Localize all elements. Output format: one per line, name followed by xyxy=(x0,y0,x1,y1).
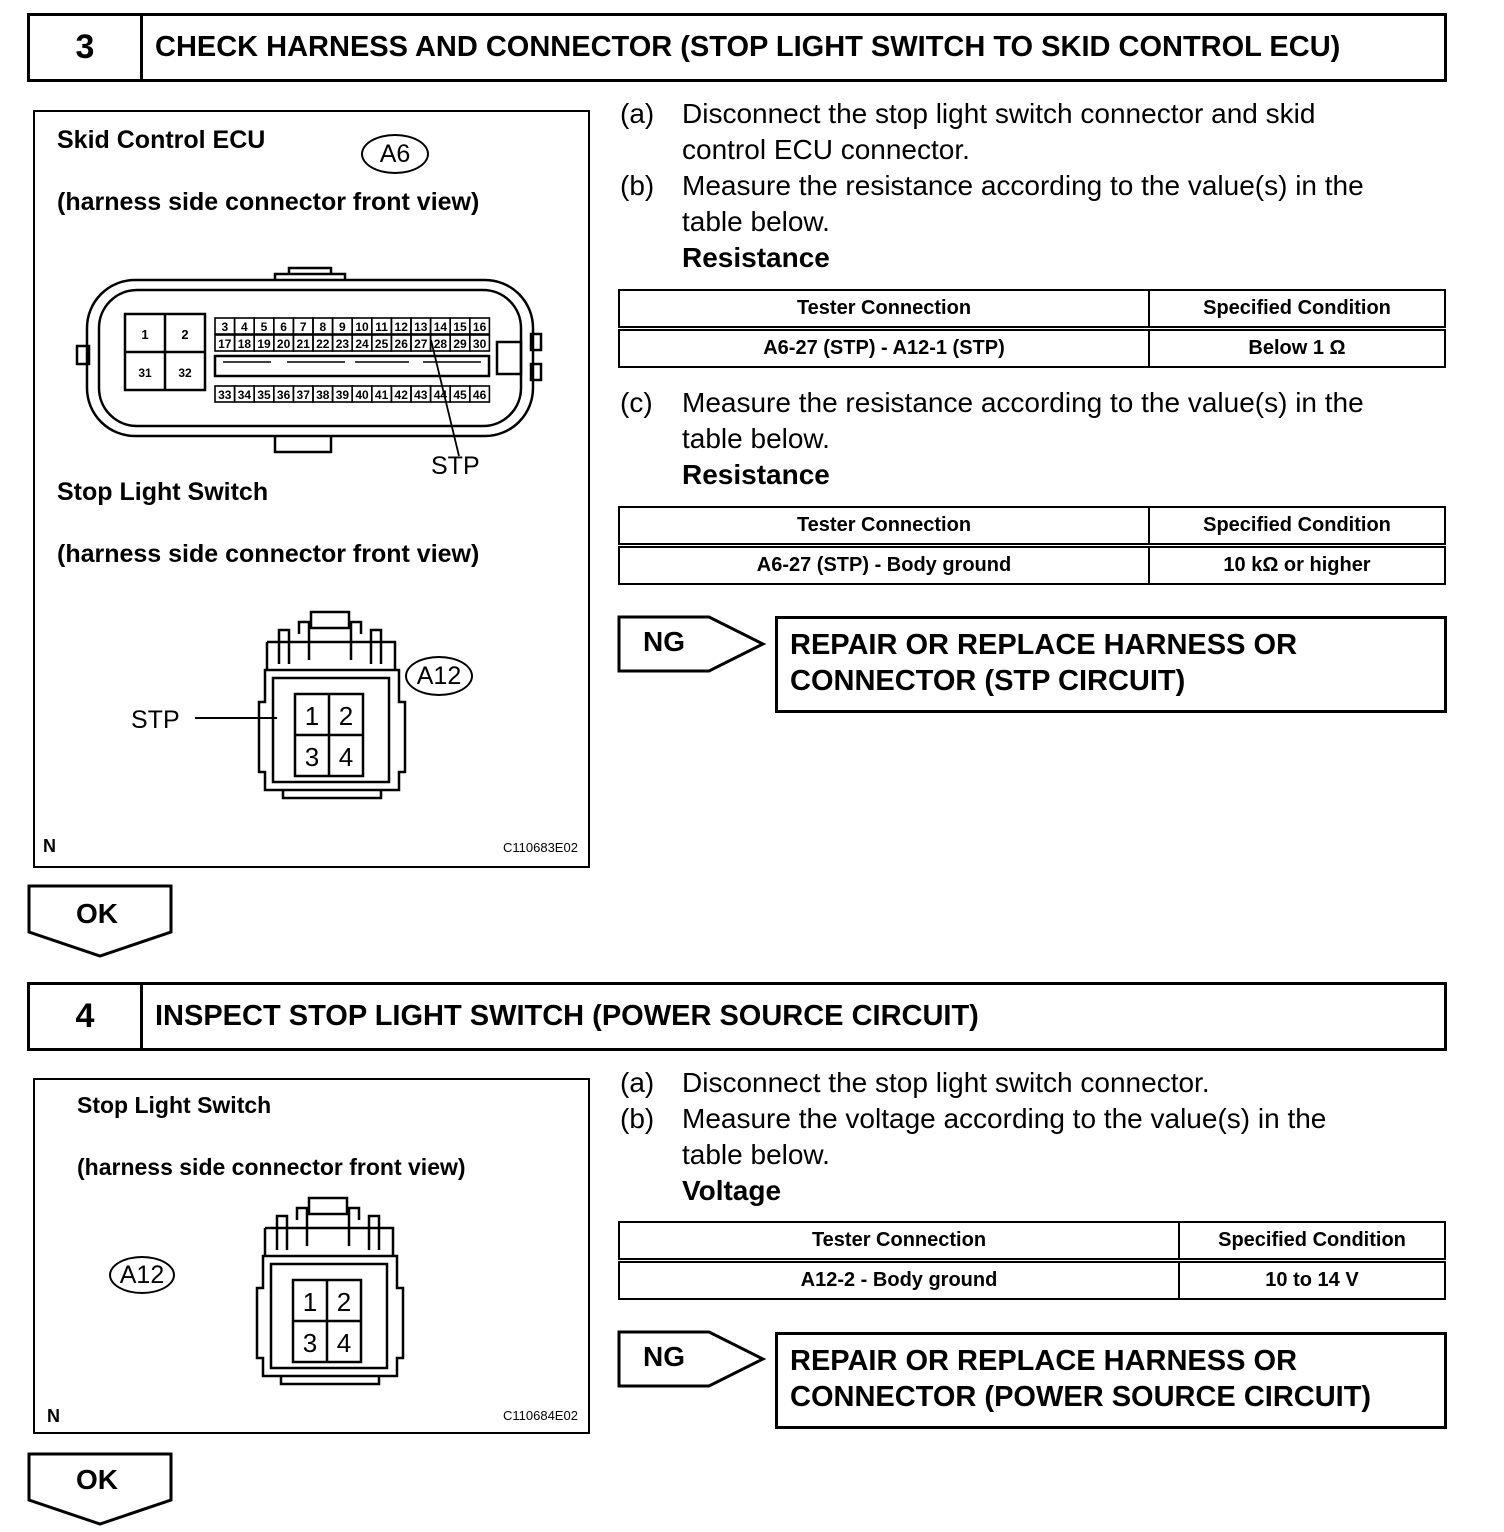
pin-number: 4 xyxy=(336,1328,352,1358)
table-cell: A12-2 - Body ground xyxy=(619,1261,1179,1300)
table-header: Tester Connection xyxy=(619,507,1149,546)
switch-view-label: (harness side connector front view) xyxy=(57,540,480,568)
ecu-stp-callout: STP xyxy=(431,452,480,480)
pin-number: 1 xyxy=(304,701,320,731)
figure-code: C110684E02 xyxy=(503,1408,578,1423)
ng-result-text: REPAIR OR REPLACE HARNESS OR xyxy=(790,629,1298,661)
pin-number: 4 xyxy=(241,320,248,334)
figure-corner-mark: N xyxy=(43,836,56,856)
pin-number: 29 xyxy=(453,337,467,351)
connector-code-a12: A12 xyxy=(109,1256,175,1294)
pin-number: 21 xyxy=(296,337,310,351)
pin-number: 41 xyxy=(374,388,389,402)
connector-code-a12: A12 xyxy=(405,656,473,696)
pin-number: 9 xyxy=(339,320,346,334)
instruction-heading: Resistance xyxy=(682,459,830,490)
switch-stp-callout: STP xyxy=(131,706,180,734)
step-title: INSPECT STOP LIGHT SWITCH (POWER SOURCE CIRCUIT) xyxy=(155,1000,979,1032)
pin-number: 45 xyxy=(453,388,467,402)
instruction-letter: (a) xyxy=(620,1067,655,1098)
instruction-heading: Voltage xyxy=(682,1175,782,1206)
instruction-text: Measure the resistance according to the value(s) in the xyxy=(682,170,1364,201)
ng-result-text: CONNECTOR (STP CIRCUIT) xyxy=(790,665,1186,697)
connector-code-a6: A6 xyxy=(361,134,429,174)
pin-number: 1 xyxy=(141,327,149,342)
ecu-label: Skid Control ECU xyxy=(57,126,266,154)
pin-number: 31 xyxy=(138,366,152,380)
resistance-table-1 xyxy=(618,289,1446,368)
table-cell: Below 1 Ω xyxy=(1149,329,1445,368)
ng-label: NG xyxy=(643,1341,685,1372)
resistance-table-2 xyxy=(618,506,1446,585)
step-title: CHECK HARNESS AND CONNECTOR (STOP LIGHT SWITCH TO SKID CONTROL ECU) xyxy=(155,31,1341,63)
pin-number: 3 xyxy=(304,742,320,772)
ng-result-text: CONNECTOR (POWER SOURCE CIRCUIT) xyxy=(790,1381,1372,1413)
pin-number: 27 xyxy=(414,337,428,351)
pin-number: 2 xyxy=(336,1287,352,1317)
pin-number: 10 xyxy=(355,320,369,334)
pin-number: 28 xyxy=(433,337,448,351)
pin-number: 25 xyxy=(374,337,389,351)
ng-result-box xyxy=(775,616,1447,713)
pin-number: 46 xyxy=(472,388,487,402)
instruction-text: control ECU connector. xyxy=(682,134,970,165)
pin-number: 2 xyxy=(181,327,189,342)
step-3-instructions-c xyxy=(620,385,1364,493)
pin-number: 11 xyxy=(375,320,388,334)
instruction-text: table below. xyxy=(682,206,830,237)
pin-number: 13 xyxy=(414,320,428,334)
table-header: Specified Condition xyxy=(1149,507,1445,546)
table-header: Tester Connection xyxy=(619,1222,1179,1261)
voltage-table xyxy=(618,1221,1446,1300)
pin-number: 3 xyxy=(221,320,229,334)
pin-number: 42 xyxy=(394,388,408,402)
instruction-letter: (b) xyxy=(620,1103,655,1134)
ng-label: NG xyxy=(643,626,685,657)
ecu-view-label: (harness side connector front view) xyxy=(57,188,480,216)
pin-number: 24 xyxy=(355,337,369,351)
step-3-instructions-ab xyxy=(620,96,1364,276)
figure-code: C110683E02 xyxy=(503,840,578,855)
table-cell: A6-27 (STP) - Body ground xyxy=(619,546,1149,585)
instruction-text: table below. xyxy=(682,1139,830,1170)
instruction-letter: (b) xyxy=(620,170,655,201)
pin-number: 19 xyxy=(257,337,271,351)
pin-number: 8 xyxy=(319,320,327,334)
pin-number: 14 xyxy=(433,320,448,334)
pin-number: 6 xyxy=(280,320,287,334)
instruction-text: table below. xyxy=(682,423,830,454)
pin-number: 15 xyxy=(453,320,467,334)
step-3-figure xyxy=(33,110,590,868)
pin-number: 18 xyxy=(237,337,252,351)
switch-label: Stop Light Switch xyxy=(77,1092,272,1118)
ok-label: OK xyxy=(76,1464,118,1495)
pin-number: 34 xyxy=(237,388,252,402)
pin-number: 16 xyxy=(472,320,487,334)
instruction-text: Measure the resistance according to the value(s) in the xyxy=(682,387,1364,418)
step-4-instructions xyxy=(620,1065,1326,1209)
instruction-text: Measure the voltage according to the value(s) in the xyxy=(682,1103,1327,1134)
table-cell: 10 to 14 V xyxy=(1179,1261,1445,1300)
table-cell: 10 kΩ or higher xyxy=(1149,546,1445,585)
pin-number: 17 xyxy=(218,337,232,351)
switch-label: Stop Light Switch xyxy=(57,478,269,506)
pin-number: 4 xyxy=(338,742,354,772)
table-cell: A6-27 (STP) - A12-1 (STP) xyxy=(619,329,1149,368)
step-4-figure xyxy=(33,1078,590,1434)
pin-number: 22 xyxy=(316,337,330,351)
pin-number: 36 xyxy=(276,388,291,402)
step-number: 4 xyxy=(30,985,143,1048)
ng-arrow-step-3 xyxy=(617,615,769,673)
step-4-header xyxy=(27,982,1447,1051)
ng-arrow-step-4 xyxy=(617,1330,769,1388)
figure-corner-mark: N xyxy=(47,1406,60,1426)
pin-number: 3 xyxy=(302,1328,318,1358)
ok-label: OK xyxy=(76,898,118,929)
table-header: Specified Condition xyxy=(1149,290,1445,329)
pin-number: 2 xyxy=(338,701,354,731)
instruction-letter: (a) xyxy=(620,98,655,129)
pin-number: 39 xyxy=(335,388,350,402)
ng-result-box xyxy=(775,1332,1447,1429)
instruction-heading: Resistance xyxy=(682,242,830,273)
ng-result-text: REPAIR OR REPLACE HARNESS OR xyxy=(790,1345,1298,1377)
pin-number: 5 xyxy=(260,320,268,334)
pin-number: 7 xyxy=(299,320,307,334)
switch-view-label: (harness side connector front view) xyxy=(77,1154,466,1180)
table-header: Specified Condition xyxy=(1179,1222,1445,1261)
pin-number: 1 xyxy=(302,1287,318,1317)
pin-number: 44 xyxy=(433,388,448,402)
pin-number: 33 xyxy=(218,388,232,402)
pin-number: 37 xyxy=(296,388,310,402)
step-3-header xyxy=(27,13,1447,82)
pin-number: 38 xyxy=(316,388,330,402)
instruction-letter: (c) xyxy=(620,387,653,418)
pin-number: 40 xyxy=(355,388,369,402)
step-number: 3 xyxy=(30,16,143,79)
switch-connector-drawing xyxy=(35,112,588,866)
pin-number: 30 xyxy=(472,337,487,351)
pin-number: 12 xyxy=(394,320,408,334)
instruction-text: Disconnect the stop light switch connector and skid xyxy=(682,98,1316,129)
pin-number: 26 xyxy=(394,337,408,351)
pin-number: 20 xyxy=(276,337,291,351)
pin-number: 23 xyxy=(335,337,350,351)
pin-number: 32 xyxy=(178,366,192,380)
instruction-text: Disconnect the stop light switch connector. xyxy=(682,1067,1210,1098)
table-header: Tester Connection xyxy=(619,290,1149,329)
pin-number: 35 xyxy=(257,388,271,402)
switch-connector-drawing xyxy=(35,1080,588,1432)
pin-number: 43 xyxy=(414,388,428,402)
